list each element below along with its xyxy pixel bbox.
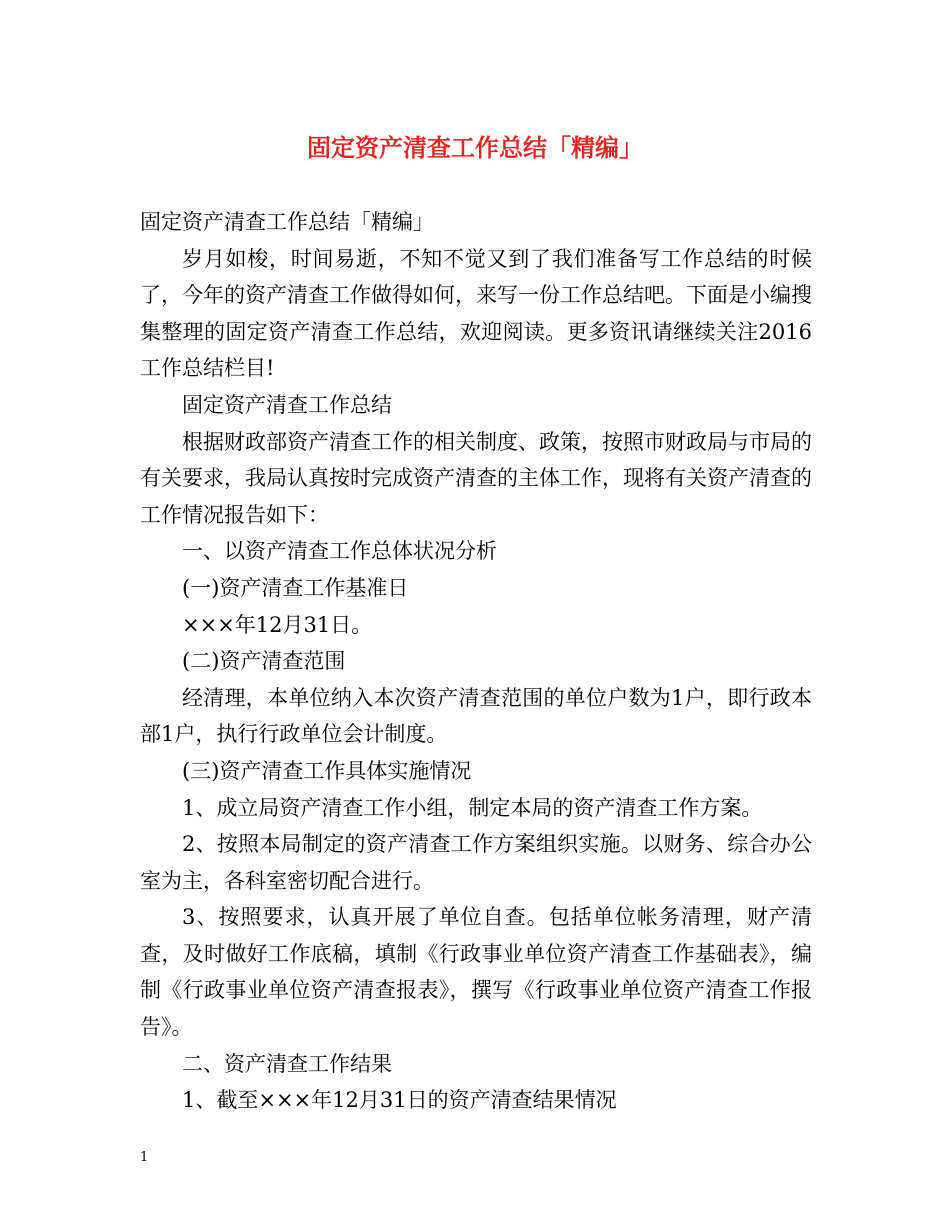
list-item-1: 1、成立局资产清查工作小组，制定本局的资产清查工作方案。 <box>182 795 763 820</box>
list-item-results: 1、截至×××年12月31日的资产清查结果情况 <box>182 1088 617 1113</box>
list-item-3: 3、按照要求，认真开展了单位自查。包括单位帐务清理，财产清查，及时做好工作底稿，填制《行政事业单位资产清查工作基础表》，编制《行政事业单位资产清查报表》，撰写《行政事业单位资产清查工作报告》。 <box>140 905 812 1040</box>
paragraph-scope: 经清理，本单位纳入本次资产清查范围的单位户数为1户，即行政本部1户，执行行政单位会计制度。 <box>140 685 812 747</box>
heading-part-one: 一、以资产清查工作总体状况分析 <box>182 539 497 564</box>
subheading-scope: (二)资产清查范围 <box>182 649 346 674</box>
paragraph-subtitle: 固定资产清查工作总结「精编」 <box>140 210 434 234</box>
heading-part-two: 二、资产清查工作结果 <box>182 1051 392 1076</box>
paragraph-basis: 根据财政部资产清查工作的相关制度、政策，按照市财政局与市局的有关要求，我局认真按时完成资产清查的主体工作，现将有关资产清查的工作情况报告如下： <box>140 429 812 527</box>
paragraph-section-heading: 固定资产清查工作总结 <box>182 392 392 417</box>
list-item-2: 2、按照本局制定的资产清查工作方案组织实施。以财务、综合办公室为主，各科室密切配合进行。 <box>140 832 812 893</box>
page-number: 1 <box>140 1150 149 1165</box>
document-title: 固定资产清查工作总结「精编」 <box>307 133 643 162</box>
paragraph-intro: 岁月如梭，时间易逝，不知不觉又到了我们准备写工作总结的时候了，今年的资产清查工作做得如何，来写一份工作总结吧。下面是小编搜集整理的固定资产清查工作总结，欢迎阅读。更多资讯请继续关注2016工作总结栏目! <box>140 246 812 381</box>
subheading-implementation: (三)资产清查工作具体实施情况 <box>182 758 472 783</box>
paragraph-base-date: ×××年12月31日。 <box>182 612 373 637</box>
document-body <box>140 204 812 1119</box>
subheading-base-date: (一)资产清查工作基准日 <box>182 575 409 600</box>
